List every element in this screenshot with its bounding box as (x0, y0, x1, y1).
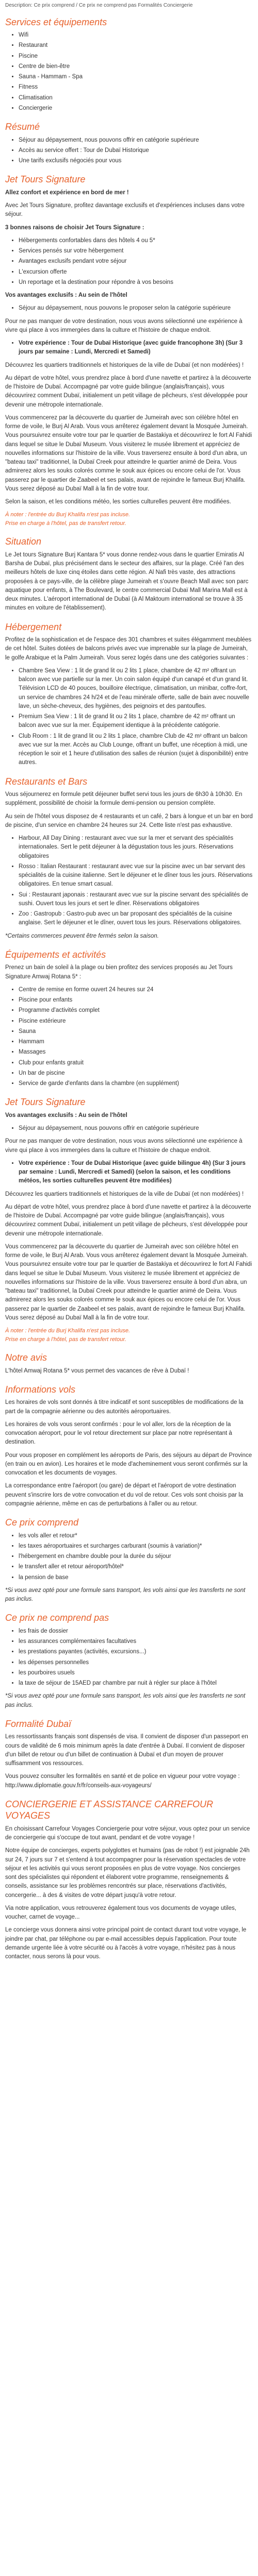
avis-title: Notre avis (5, 1352, 47, 1363)
list-item: • L'excursion offerte (19, 268, 253, 277)
list-item: • Piscine (19, 52, 253, 61)
informations-paragraph: La correspondance entre l'aéroport (ou gare) de départ et l'aéroport de votre destination peuvent s'inscrire lors de votre convocation et du vol de retour. Ces vols sont choisis par la compagnie aérienne, même en cas de perturbations à l'aller ou au retour. (5, 1483, 244, 1507)
list-item: • la pension de base (19, 1573, 253, 1582)
ne-comprend-title: Ce prix ne comprend pas (5, 1613, 109, 1623)
advantages-list (5, 304, 253, 313)
list-item: • Massages (19, 1048, 253, 1057)
conciergerie-paragraph: Notre équipe de concierges, experts polyglottes et humains (pas de robot !) est joignable 24h sur 24, 7 jours sur 7 et s'entend à tout accompagner pour la réservation spectacles de votre séjour et les activités qui vous seront proposées en plus de votre voyage. Nos concierges sont des spécialistes qui répondent et élaborent votre programme, renseignements & conseils, assistance sur les problèmes rencontrés sur place, réservations d'activités, concergerie... à des & visites de votre départ jusqu'à votre retour. (5, 1848, 250, 1899)
list-item: • les prestations payantes (activités, excursions...) (19, 1648, 253, 1656)
experience-note (5, 1327, 253, 1344)
experience-paragraph: Vous commencerez par la découverte du quartier de Jumeirah avec son célèbre hôtel en forme de voile, le Burj Al Arab. Vous vous arrêterez également devant la Mosquée Jumeirah. Vous poursuivrez ensuite votre tour par le quartier de Bastakiya et découvrirez le fort Al Fahidi dans lequel se situe le Dubaï Museum. Vous visiterez le musée librement et appréciez de nouvelles informations sur l'histoire de la ville. Vous traverserez ensuite à bord d'un abra, un "bateau taxi" traditionnel, la Dubaï Creek pour atteindre le quartier animé de Deira. Vous admirerez alors les souks colorés comme le souk aux épices ou encore celui de l'or. Vous passerez par le quartier de Zaabeel et ses palais, avant de rejoindre le fameux Burj Khalifa. Vous serez déposé au Dubaï Mall à la fin de votre tour. (5, 414, 252, 492)
list-item: • Programme d'activités complet (19, 1006, 253, 1015)
experience-paragraph: Selon la saison, et les conditions météo, les sorties culturelles peuvent être modifiées. (5, 499, 231, 505)
formalites-paragraph: Vous pouvez consulter les formalités en santé et de police en vigueur pour votre voyage : http://www.diplomatie.gouv.fr/fr/conseils-aux-voyageurs/ (5, 1773, 240, 1789)
list-item: • les dépenses personnelles (19, 1658, 253, 1667)
signature-section-2 (5, 1096, 253, 1344)
avis-text: L'hôtel Amwaj Rotana 5* vous permet des vacances de rêve à Dubaï ! (5, 1367, 189, 1374)
list-item: • Premium Sea View : 1 lit de grand lit ou 2 lits 1 place, chambre de 42 m² offrant un balcon avec vue sur la mer. Équipement identique à la précédente catégorie. (19, 713, 253, 731)
list-item: • Hammam (19, 1038, 253, 1046)
list-item: • Une tarifs exclusifs négociés pour vous (19, 157, 253, 165)
avis-section (5, 1352, 253, 1376)
formalites-section (5, 1718, 253, 1790)
formalites-paragraph: Les ressortissants français sont dispensés de visa. Il convient de disposer d'un passeport en cours de validité de 6 mois minimum après la date d'entrée à Dubaï. Il convient de disposer d'un billet de retour ou d'un billet de continuation à Dubaï et d'un moyen de prouver suffisamment vos ressources. (5, 1734, 248, 1767)
conciergerie-paragraph: Le concierge vous donnera ainsi votre principal point de contact durant tout votre voyage, le joindre par chat, par téléphone ou par e-mail accessibles depuis l'application. Pour toute demande urgente liée à votre sécurité ou à l'accès à votre voyage, n'hésitez pas à nous contacter, nous serons là pour vous. (5, 1927, 247, 1960)
restaurants-note: *Certains commerces peuvent être fermés selon la saison. (5, 933, 159, 939)
list-item: • Sauna - Hammam - Spa (19, 73, 253, 81)
rooms-list (5, 667, 253, 768)
list-item: • Avantages exclusifs pendant votre séjour (19, 257, 253, 266)
reasons-heading: 3 bonnes raisons de choisir Jet Tours Signature : (5, 224, 144, 231)
informations-paragraph: Pour vous proposer en complément les aéroports de Paris, des séjours au départ de Province (en train ou en avion). Les horaires et le mode d'acheminement vous seront confirmés sur la convocation et les documents de voyages. (5, 1452, 252, 1476)
list-item: • Restaurant (19, 41, 253, 50)
list-item: • Séjour au dépaysement, nous pouvons offrir en catégorie supérieure (19, 136, 253, 145)
equipements-title: Équipements et activités (5, 949, 106, 960)
experience-paragraph: Découvrez les quartiers traditionnels et historiques de la ville de Dubaï (et non modérées) ! (5, 362, 244, 368)
reasons-list (5, 236, 253, 287)
restaurants-title: Restaurants et Bars (5, 776, 88, 787)
comprend-list (5, 1532, 253, 1582)
hebergement-section (5, 621, 253, 768)
equipements-list (5, 986, 253, 1089)
list-item: • Centre de remise en forme ouvert 24 heures sur 24 (19, 986, 253, 994)
list-item: • Un reportage et la destination pour répondre à vos besoins (19, 278, 253, 287)
hebergement-title: Hébergement (5, 621, 62, 632)
experience-paragraph: Découvrez les quartiers traditionnels et historiques de la ville de Dubaï (et non modérées) ! (5, 1191, 244, 1197)
advantages-list (5, 1124, 253, 1133)
situation-paragraph: Le Jet tours Signature Burj Kantara 5* vous donne rendez-vous dans le quartier Emiratis Al Barsha de Dubaï, plus précisément dans le secteur des affaires, sur la plage. Créé l'an des meilleurs hôtels de luxe cinq étoiles dans cette région. Al Nafi très vaste, des attractions proposées à ce pays-ville, de la célèbre plage Jumeirah et s'ouvre Beach Mall avec son parc aquatique pour enfants, à The Boulevard, le centre commercial Dubaï Mall Marina Mall est à deux minutes. L'aéroport international de Dubaï (à Al Maktoum international se trouve à 35 minutes en voiture de l'établissement). (5, 551, 249, 612)
situation-title: Situation (5, 536, 42, 547)
list-item: • Accès au service offert : Tour de Dubaï Historique (19, 146, 253, 155)
list-item: • Séjour au dépaysement, nous pouvons le proposer selon la catégorie supérieure (19, 304, 253, 313)
note-line: À noter : l'entrée du Burj Khalifa n'est pas incluse. (5, 512, 131, 518)
equipements-section (5, 949, 253, 1089)
list-item: • les taxes aéroportuaires et surcharges carburant (soumis à variation)* (19, 1542, 253, 1551)
experience-paragraph: Au départ de votre hôtel, vous prendrez place à bord d'une navette et partirez à la découverte de l'histoire de Dubaï. Accompagné par votre guide bilingue (anglais/français), vous découvrirez comment Dubaï, initialement un petit village de pêcheurs, s'est développée pour devenir une métropole internationale. (5, 1204, 251, 1237)
informations-paragraph: Les horaires de vols vous seront confirmés : pour le vol aller, lors de la réception de la convocation aéroport, pour le vol retour directement sur place par notre représentant à destination. (5, 1421, 232, 1446)
situation-section (5, 536, 253, 613)
signature-tagline: Allez confort et expérience en bord de mer ! (5, 189, 129, 196)
list-item: • Votre expérience : Tour de Dubaï Historique (avec guide francophone 3h) (Sur 3 jours par semaine : Lundi, Mercredi et Samedi) (19, 339, 253, 357)
services-section (5, 16, 253, 113)
signature-section (5, 174, 253, 528)
resume-list (5, 136, 253, 166)
list-item: • Rosso : Italian Restaurant : restaurant avec vue sur la piscine avec un bar servant des spécialités de la cuisine italienne. Sert le déjeuner et le dîner tous les jours. Réservations obligatoires. En tenue smart casual. (19, 862, 253, 889)
equipements-paragraph: Prenez un bain de soleil à la plage ou bien profitez des services proposés au Jet Tours Signature Amwaj Rotana 5* : (5, 964, 233, 980)
list-item: • Sauna (19, 1027, 253, 1036)
experience-paragraph: Vous commencerez par la découverte du quartier de Jumeirah avec son célèbre hôtel en forme de voile, le Burj Al Arab. Vous vous arrêterez également devant la Mosquée Jumeirah. Vous poursuivrez ensuite votre tour par le quartier de Bastakiya et découvrirez le fort Al Fahidi dans lequel se situe le Dubaï Museum. Vous visiterez le musée librement et appréciez de nouvelles informations sur l'histoire de la ville. Vous traverserez ensuite à bord d'un abra, un "bateau taxi" traditionnel, la Dubaï Creek pour atteindre le quartier animé de Deira. Vous admirerez alors les souks colorés comme le souk aux épices ou encore celui de l'or. Vous passerez par le quartier de Zaabeel et ses palais, avant de rejoindre le fameux Burj Khalifa. Vous serez déposé au Dubaï Mall à la fin de votre tour. (5, 1243, 252, 1321)
list-item: • le transfert aller et retour aéroport/hôtel* (19, 1563, 253, 1571)
list-item: • l'hébergement en chambre double pour la durée du séjour (19, 1552, 253, 1561)
list-item: • les vols aller et retour* (19, 1532, 253, 1540)
experience-list (5, 1159, 253, 1186)
list-item: • Hébergements confortables dans des hôtels 4 ou 5* (19, 236, 253, 245)
page-description: Description: Ce prix comprend / Ce prix ne comprend pas Formalités Conciergerie (5, 3, 193, 8)
experience-list (5, 339, 253, 357)
list-item: • Harbour, All Day Dining : restaurant avec vue sur la mer et servant des spécialités internationales. Sert le petit déjeuner à la dégustation tous les jours. Réservations obligatoires (19, 834, 253, 861)
services-list (5, 31, 253, 113)
experience-paragraph: Au départ de votre hôtel, vous prendrez place à bord d'une navette et partirez à la découverte de l'histoire de Dubaï. Accompagné par votre guide bilingue (anglais/français), vous découvrirez comment Dubaï, initialement un petit village de pêcheurs, s'est développée pour devenir une métropole internationale. (5, 375, 251, 408)
conciergerie-title: CONCIERGERIE ET ASSISTANCE CARREFOUR VOYAGES (5, 1799, 214, 1821)
comprend-note: *Si vous avez opté pour une formule sans transport, les vols ainsi que les transferts ne sont pas inclus. (5, 1587, 246, 1602)
experience-intro: Pour ne pas manquer de votre destination, nous vous avons sélectionné une expérience à vivre qui place à vos immergées dans la culture et l'histoire de chaque endroit. (5, 1138, 243, 1154)
list-item: • Conciergerie (19, 104, 253, 113)
list-item: • Service de garde d'enfants dans la chambre (en supplément) (19, 1079, 253, 1088)
conciergerie-paragraph: Via notre application, vous retrouverez également tous vos documents de voyage utiles, voucher, carnet de voyage... (5, 1905, 236, 1920)
comprend-section (5, 1517, 253, 1604)
restaurants-paragraph: Au sein de l'hôtel vous disposez de 4 restaurants et un café, 2 bars à longue et un bar en bord de piscine, d'un service en chambre 24 heures sur 24. Cette liste n'est pas exhaustive. (5, 813, 253, 828)
restaurants-paragraph: Vous séjournerez en formule petit déjeuner buffet servi tous les jours de 6h30 à 10h30. En supplément, possibilité de choisir la formule demi-pension ou pension complète. (5, 791, 243, 807)
conciergerie-section (5, 1799, 253, 1962)
list-item: • Zoo : Gastropub : Gastro-pub avec un bar proposant des spécialités de la cuisine anglaise. Sert le déjeuner et le dîner, ouvert tous les jours. Réservations obligatoires. (19, 910, 253, 928)
list-item: • Sui : Restaurant japonais : restaurant avec vue sur la piscine servant des spécialités de sushi. Ouvert tous les jours et sert le dîner. Réservations obligatoires (19, 891, 253, 909)
list-item: • Piscine pour enfants (19, 996, 253, 1005)
list-item: • Climatisation (19, 94, 253, 103)
list-item: • les pourboires usuels (19, 1669, 253, 1677)
resume-title: Résumé (5, 122, 40, 132)
list-item: • Wifi (19, 31, 253, 40)
advantages-heading: Vos avantages exclusifs : Au sein de l'hôtel (5, 1112, 127, 1118)
list-item: • Club pour enfants gratuit (19, 1059, 253, 1067)
list-item: • Piscine extérieure (19, 1017, 253, 1026)
advantages-heading: Vos avantages exclusifs : Au sein de l'hôtel (5, 292, 127, 298)
conciergerie-paragraph: En choisissant Carrefour Voyages Conciergerie pour votre séjour, vous optez pour un service de conciergerie qui s'occupe de tout avant, pendant et de votre voyage ! (5, 1825, 250, 1841)
informations-title: Informations vols (5, 1384, 76, 1395)
signature-title-2: Jet Tours Signature (5, 1097, 86, 1108)
list-item: • la taxe de séjour de 15AED par chambre par nuit à régler sur place à l'hôtel (19, 1679, 253, 1688)
list-item: • les frais de dossier (19, 1627, 253, 1636)
list-item: • Club Room : 1 lit de grand lit ou 2 lits 1 place, chambre Club de 42 m² offrant un balcon avec vue sur la mer. Accès au Club Lounge, offrant un buffet, une réception à midi, une réception le soir et 1 heure d'utilisation des salles de réunion (sujet à disponibilité) entre autres. (19, 732, 253, 768)
note-line: À noter : l'entrée du Burj Khalifa n'est pas incluse. (5, 1328, 131, 1334)
list-item: • Séjour au dépaysement, nous pouvons offrir en catégorie supérieure (19, 1124, 253, 1133)
note-line: Prise en charge à l'hôtel, pas de transfert retour. (5, 520, 126, 527)
experience-note (5, 511, 253, 528)
informations-paragraph: Les horaires de vols sont donnés à titre indicatif et sont susceptibles de modifications de la part de la compagnie aérienne ou des autorités aéroportuaires. (5, 1399, 244, 1415)
ne-comprend-section (5, 1612, 253, 1710)
signature-title: Jet Tours Signature (5, 174, 86, 185)
resume-section (5, 121, 253, 165)
comprend-title: Ce prix comprend (5, 1517, 79, 1528)
formalites-title: Formalité Dubaï (5, 1718, 72, 1729)
signature-intro: Avec Jet Tours Signature, profitez davantage exclusifs et d'expériences incluses dans votre séjour. (5, 202, 245, 218)
restaurants-section (5, 776, 253, 941)
list-item: • Chambre Sea View : 1 lit de grand lit ou 2 lits 1 place, chambre de 42 m² offrant un balcon avec vue partielle sur la mer. Un coin salon équipé d'un canapé et d'un grand lit. Télévision LCD de 40 pouces, bouilloire électrique, climatisation, un minibar, coffre-fort, un service de chambres 24 h/24 et de l'eau minérale offerte, salle de bain avec nouvelle lave, un sèche-cheveux, des hygiènes, des peignoirs et des pantoufles. (19, 667, 253, 711)
hebergement-paragraph: Profitez de la sophistication et de l'espace des 301 chambres et suites élégamment meublées de cet hôtel. Suites dotées de balcons privés avec vue imprenable sur la plage de Jumeirah, le golfe Arabique et la Palm Jumeirah. Vous serez logés dans une des catégories suivantes : (5, 637, 252, 661)
services-title: Services et équipements (5, 16, 107, 27)
list-item: • Fitness (19, 83, 253, 92)
experience-intro: Pour ne pas manquer de votre destination, nous vous avons sélectionné une expérience à vivre qui place à vos immergées dans la culture et l'histoire de chaque endroit. (5, 318, 243, 333)
note-line: Prise en charge à l'hôtel, pas de transfert retour. (5, 1336, 126, 1343)
informations-section (5, 1384, 253, 1509)
ne-comprend-list (5, 1627, 253, 1688)
list-item: • Un bar de piscine (19, 1069, 253, 1078)
ne-comprend-note: *Si vous avez opté pour une formule sans transport, les vols ainsi que les transferts ne sont pas inclus. (5, 1693, 246, 1708)
list-item: • Centre de bien-être (19, 62, 253, 71)
list-item: • Services pensés sur votre hébergement (19, 247, 253, 256)
list-item: • les assurances complémentaires facultatives (19, 1637, 253, 1646)
restaurants-list (5, 834, 253, 928)
list-item: • Votre expérience : Tour de Dubaï Historique (avec guide bilingue 4h) (Sur 3 jours par semaine : Lundi, Mercredi et Samedi) (selon la saison, et les conditions météos, les sorties culturelles peuvent être modifiées) (19, 1159, 253, 1186)
